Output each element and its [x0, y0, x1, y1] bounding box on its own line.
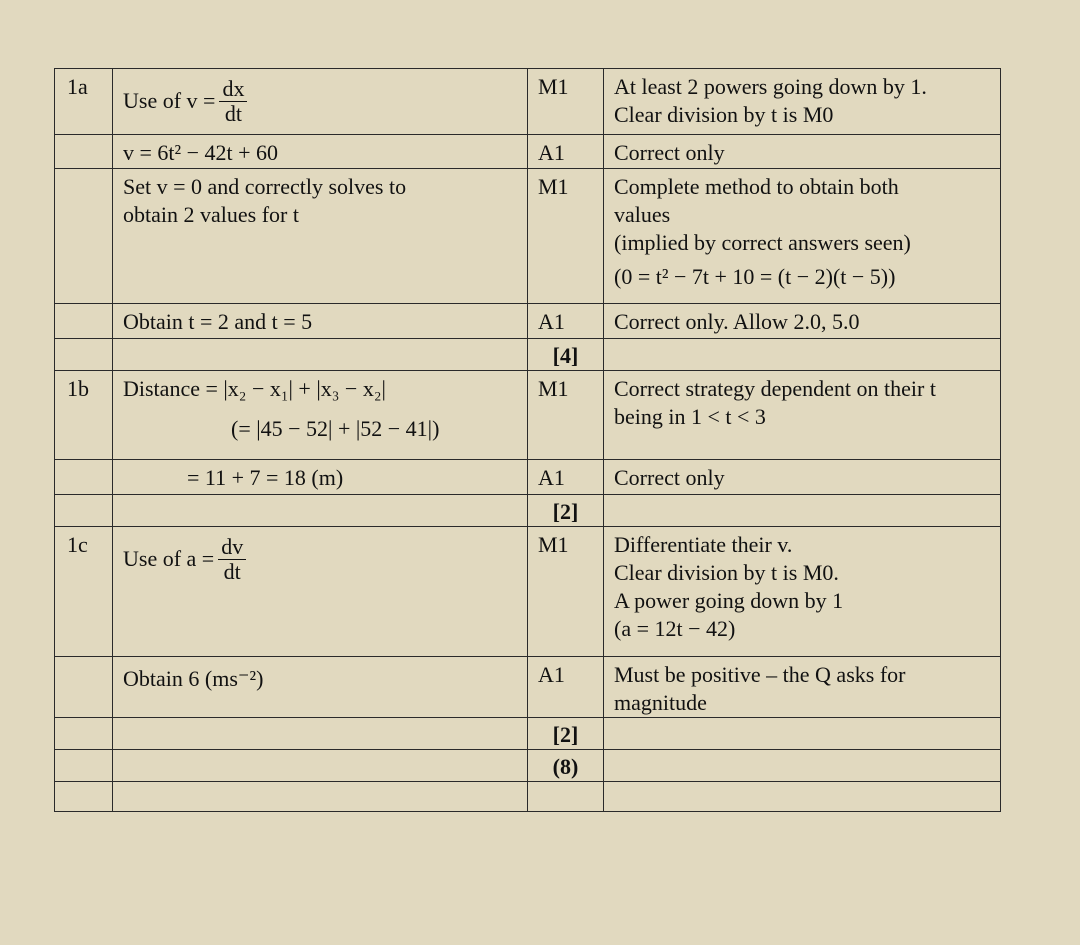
mark-cell: A1 — [528, 657, 604, 718]
working-cell — [113, 135, 528, 169]
working-line: (= |45 − 52| + |52 − 41|) — [231, 416, 440, 441]
question-cell — [55, 495, 113, 527]
mark-cell: M1 — [528, 371, 604, 460]
question-cell — [55, 169, 113, 304]
question-cell — [55, 657, 113, 718]
comment-line: magnitude — [614, 690, 707, 715]
table-row — [55, 339, 1001, 371]
comment-line: At least 2 powers going down by 1. — [614, 74, 927, 99]
working-line: v = 6t² − 42t + 60 — [123, 140, 279, 165]
working-cell — [113, 304, 528, 339]
table-row — [55, 718, 1001, 750]
working-cell — [113, 782, 528, 812]
comment-line: Correct strategy dependent on their t — [614, 376, 936, 401]
question-cell — [55, 750, 113, 782]
comment-cell — [604, 718, 1001, 750]
mark-cell: A1 — [528, 460, 604, 495]
table-row — [55, 371, 1001, 460]
working-cell — [113, 495, 528, 527]
mark-cell: M1 — [528, 527, 604, 657]
comment-line: Correct only — [614, 465, 725, 490]
working-line: obtain 2 values for t — [123, 202, 299, 227]
comment-line: Clear division by t is M0 — [614, 102, 834, 127]
comment-cell — [604, 69, 1001, 135]
working-cell — [113, 718, 528, 750]
question-cell — [55, 135, 113, 169]
table-row — [55, 657, 1001, 718]
table-row — [55, 782, 1001, 812]
comment-line: Must be positive – the Q asks for — [614, 662, 906, 687]
table-row — [55, 750, 1001, 782]
working-cell — [113, 750, 528, 782]
fraction-denominator: dt — [224, 100, 243, 126]
comment-line: Differentiate their v. — [614, 532, 793, 557]
comment-line: (0 = t² − 7t + 10 = (t − 2)(t − 5)) — [614, 264, 896, 289]
question-cell — [55, 339, 113, 371]
table-row — [55, 495, 1001, 527]
comment-cell — [604, 339, 1001, 371]
table-row — [55, 69, 1001, 135]
comment-line: Correct only — [614, 140, 725, 165]
comment-cell — [604, 304, 1001, 339]
mark-cell — [528, 782, 604, 812]
fraction-numerator: dv — [218, 535, 246, 560]
mark-cell: M1 — [528, 69, 604, 135]
comment-cell — [604, 169, 1001, 304]
working-line: Obtain t = 2 and t = 5 — [123, 309, 313, 334]
fraction — [219, 77, 247, 126]
comment-cell — [604, 460, 1001, 495]
question-cell — [55, 304, 113, 339]
subtotal-mark: [2] — [528, 718, 604, 750]
working-cell — [113, 169, 528, 304]
working-cell — [113, 657, 528, 718]
question-cell: 1a — [55, 69, 113, 135]
comment-cell — [604, 135, 1001, 169]
working-text: Use of v = — [123, 88, 216, 113]
comment-cell — [604, 527, 1001, 657]
subtotal-mark: [4] — [528, 339, 604, 371]
mark-scheme-table — [54, 68, 1001, 812]
fraction-denominator: dt — [223, 558, 241, 584]
comment-line: (implied by correct answers seen) — [614, 230, 911, 255]
fraction — [218, 535, 246, 584]
comment-cell — [604, 495, 1001, 527]
total-mark: (8) — [528, 750, 604, 782]
table-row — [55, 169, 1001, 304]
working-line: Obtain 6 (ms⁻²) — [123, 666, 264, 691]
mark-cell: A1 — [528, 135, 604, 169]
working-text: Use of a = — [123, 546, 215, 571]
working-cell — [113, 69, 528, 135]
working-line: = 11 + 7 = 18 (m) — [187, 465, 344, 490]
comment-line: Correct only. Allow 2.0, 5.0 — [614, 309, 860, 334]
mark-cell: A1 — [528, 304, 604, 339]
mark-cell: M1 — [528, 169, 604, 304]
working-cell — [113, 527, 528, 657]
comment-line: Clear division by t is M0. — [614, 560, 839, 585]
comment-line: being in 1 < t < 3 — [614, 404, 766, 429]
comment-line: values — [614, 202, 671, 227]
question-cell — [55, 782, 113, 812]
question-cell — [55, 718, 113, 750]
comment-line: (a = 12t − 42) — [614, 616, 736, 641]
comment-cell — [604, 782, 1001, 812]
table-row — [55, 527, 1001, 657]
fraction-numerator: dx — [219, 77, 247, 102]
comment-line: A power going down by 1 — [614, 588, 844, 613]
question-cell: 1c — [55, 527, 113, 657]
comment-line: Complete method to obtain both — [614, 174, 899, 199]
table-row — [55, 304, 1001, 339]
comment-cell — [604, 371, 1001, 460]
comment-cell — [604, 750, 1001, 782]
table-row — [55, 135, 1001, 169]
working-line: Distance = |x₂ − x₁| + |x₃ − x₂| — [123, 376, 386, 401]
table-row — [55, 460, 1001, 495]
question-cell: 1b — [55, 371, 113, 460]
working-cell — [113, 339, 528, 371]
question-cell — [55, 460, 113, 495]
comment-cell — [604, 657, 1001, 718]
working-line: Set v = 0 and correctly solves to — [123, 174, 407, 199]
subtotal-mark: [2] — [528, 495, 604, 527]
working-cell — [113, 460, 528, 495]
working-cell — [113, 371, 528, 460]
